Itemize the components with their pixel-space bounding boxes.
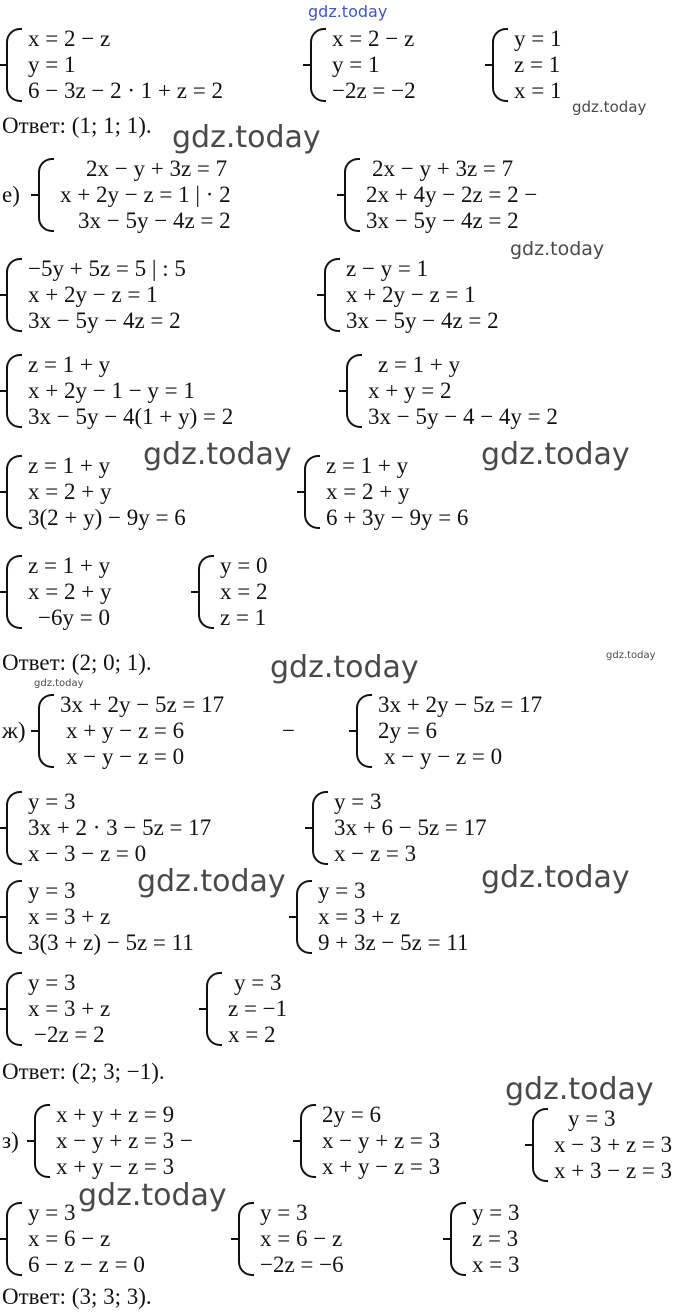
equation: x = 3 + z bbox=[28, 996, 111, 1021]
equation: 6 − z − z = 0 bbox=[28, 1252, 145, 1277]
equation: z = 1 + y bbox=[326, 453, 409, 478]
watermark: gdz.today bbox=[510, 238, 605, 260]
equation: 3x − 5y − 4(1 + y) = 2 bbox=[28, 404, 234, 429]
equation: z = 1 + y bbox=[378, 352, 461, 377]
equation: x + y − z = 3 bbox=[56, 1154, 175, 1179]
label-z: з) bbox=[2, 1128, 19, 1153]
equation: x − y + z = 3 bbox=[322, 1128, 441, 1153]
equation: 3x − 5y − 4z = 2 bbox=[366, 208, 519, 233]
equation: z = 1 bbox=[220, 605, 267, 630]
equation: 3x + 2y − 5z = 17 bbox=[378, 692, 543, 717]
brace bbox=[6, 791, 22, 865]
equation: −2z = −6 bbox=[260, 1252, 344, 1277]
equation: y = 3 bbox=[28, 789, 76, 814]
system-e-5 bbox=[4, 352, 233, 430]
operator-minus: − bbox=[282, 718, 295, 743]
equation: 6 + 3y − 9y = 6 bbox=[326, 505, 469, 530]
brace bbox=[296, 880, 312, 954]
brace bbox=[492, 28, 508, 102]
brace bbox=[346, 354, 362, 428]
equation: x = 3 + z bbox=[318, 904, 401, 929]
brace bbox=[356, 694, 372, 768]
equation: z = −1 bbox=[228, 996, 288, 1021]
brace bbox=[6, 28, 22, 102]
watermark: gdz.today bbox=[270, 650, 419, 685]
watermark: gdz.today bbox=[481, 437, 630, 472]
system-zh-1 bbox=[36, 692, 224, 770]
equation: x + 3 − z = 3 bbox=[554, 1158, 673, 1183]
system-z-6 bbox=[448, 1200, 519, 1278]
brace bbox=[6, 1202, 22, 1276]
equation: 3x + 6 − 5z = 17 bbox=[334, 815, 487, 840]
watermark: gdz.today bbox=[172, 120, 321, 155]
equation: −2z = 2 bbox=[34, 1022, 105, 1047]
equation: y = 3 bbox=[234, 970, 282, 995]
equation: 2x − y + 3z = 7 bbox=[372, 156, 514, 181]
equation: x + y − z = 3 bbox=[322, 1154, 441, 1179]
system-e-1 bbox=[36, 156, 231, 234]
watermark: gdz.today bbox=[143, 437, 292, 472]
brace bbox=[38, 694, 54, 768]
equation: z = 1 bbox=[514, 52, 561, 77]
equation: x − 3 + z = 3 bbox=[554, 1132, 673, 1157]
header-watermark: gdz.today bbox=[308, 2, 388, 21]
equation: x = 2 − z bbox=[28, 26, 111, 51]
equation: z − y = 1 bbox=[346, 256, 429, 281]
equation: x = 2 − z bbox=[332, 26, 415, 51]
equation: x = 3 + z bbox=[28, 904, 111, 929]
equation: z = 3 bbox=[472, 1226, 519, 1251]
equation: 3(2 + y) − 9y = 6 bbox=[28, 505, 186, 530]
brace bbox=[6, 972, 22, 1046]
brace bbox=[6, 880, 22, 954]
label-zh: ж) bbox=[2, 718, 26, 743]
system-e-9 bbox=[4, 553, 111, 631]
system-zh-4 bbox=[310, 789, 487, 867]
equation: y = 3 bbox=[568, 1106, 616, 1131]
brace bbox=[6, 555, 22, 629]
equation: 3x + 2 · 3 − 5z = 17 bbox=[28, 815, 212, 840]
equation: y = 1 bbox=[332, 52, 380, 77]
equation: 3x − 5y − 4z = 2 bbox=[78, 208, 231, 233]
equation: 2x − y + 3z = 7 bbox=[86, 156, 228, 181]
equation: y = 3 bbox=[334, 789, 382, 814]
equation: x = 2 bbox=[220, 579, 268, 604]
equation: x + 2y − z = 1 bbox=[28, 282, 158, 307]
brace bbox=[312, 791, 328, 865]
system-zh-6 bbox=[294, 878, 468, 956]
system-d-1 bbox=[4, 26, 223, 104]
equation: x − y + z = 3 − bbox=[56, 1128, 193, 1153]
equation: −2z = −2 bbox=[332, 78, 416, 103]
system-z-2 bbox=[298, 1102, 440, 1180]
equation: z = 1 + y bbox=[28, 453, 111, 478]
equation: 9 + 3z − 5z = 11 bbox=[318, 930, 469, 955]
brace bbox=[450, 1202, 466, 1276]
system-zh-8 bbox=[204, 970, 287, 1048]
system-z-1 bbox=[32, 1102, 193, 1180]
brace bbox=[238, 1202, 254, 1276]
watermark: gdz.today bbox=[572, 98, 647, 116]
brace bbox=[6, 455, 22, 529]
answer-d: Ответ: (1; 1; 1). bbox=[2, 113, 152, 138]
brace bbox=[6, 354, 22, 428]
equation: −6y = 0 bbox=[38, 605, 110, 630]
equation: 2y = 6 bbox=[378, 718, 437, 743]
brace bbox=[532, 1108, 548, 1182]
equation: y = 1 bbox=[514, 26, 562, 51]
equation: x = 6 − z bbox=[260, 1226, 343, 1251]
system-d-2 bbox=[308, 26, 416, 104]
equation: z = 1 + y bbox=[28, 352, 111, 377]
brace bbox=[324, 258, 340, 332]
brace bbox=[304, 455, 320, 529]
system-zh-3 bbox=[4, 789, 211, 867]
answer-zh: Ответ: (2; 3; −1). bbox=[2, 1059, 165, 1084]
equation: x + y = 2 bbox=[368, 378, 452, 403]
system-e-6 bbox=[344, 352, 558, 430]
system-d-3 bbox=[490, 26, 561, 104]
equation: x = 1 bbox=[514, 78, 562, 103]
answer-z: Ответ: (3; 3; 3). bbox=[2, 1284, 152, 1309]
brace bbox=[300, 1104, 316, 1178]
equation: 3x − 5y − 4 − 4y = 2 bbox=[368, 404, 558, 429]
equation: 6 − 3z − 2 · 1 + z = 2 bbox=[28, 78, 223, 103]
equation: x = 2 + y bbox=[28, 579, 112, 604]
equation: 2y = 6 bbox=[322, 1102, 381, 1127]
label-e: е) bbox=[2, 182, 20, 207]
equation: y = 0 bbox=[220, 553, 268, 578]
answer-e: Ответ: (2; 0; 1). bbox=[2, 650, 152, 675]
system-e-2 bbox=[342, 156, 537, 234]
brace bbox=[34, 1104, 50, 1178]
brace bbox=[310, 28, 326, 102]
equation: 3x − 5y − 4z = 2 bbox=[346, 308, 499, 333]
equation: x + y − z = 6 bbox=[66, 718, 185, 743]
system-zh-7 bbox=[4, 970, 110, 1048]
watermark: gdz.today bbox=[34, 678, 84, 689]
equation: x − z = 3 bbox=[334, 841, 417, 866]
equation: x + y + z = 9 bbox=[56, 1102, 175, 1127]
equation: x = 6 − z bbox=[28, 1226, 111, 1251]
equation: x − 3 − z = 0 bbox=[28, 841, 147, 866]
equation: z = 1 + y bbox=[28, 553, 111, 578]
equation: −5y + 5z = 5 | : 5 bbox=[28, 256, 186, 281]
equation: x = 3 bbox=[472, 1252, 520, 1277]
equation: x = 2 bbox=[228, 1022, 276, 1047]
equation: x − y − z = 0 bbox=[66, 744, 185, 769]
equation: y = 3 bbox=[260, 1200, 308, 1225]
equation: y = 1 bbox=[28, 52, 76, 77]
brace bbox=[38, 158, 54, 232]
equation: y = 3 bbox=[28, 878, 76, 903]
equation: x = 2 + y bbox=[28, 479, 112, 504]
equation: y = 3 bbox=[472, 1200, 520, 1225]
system-z-4 bbox=[4, 1200, 145, 1278]
equation: x − y − z = 0 bbox=[384, 744, 503, 769]
watermark: gdz.today bbox=[505, 1072, 654, 1107]
system-e-8 bbox=[302, 453, 468, 531]
system-zh-2 bbox=[354, 692, 542, 770]
brace bbox=[6, 258, 22, 332]
watermark: gdz.today bbox=[606, 650, 656, 661]
equation: 3x − 5y − 4z = 2 bbox=[28, 308, 181, 333]
system-z-3 bbox=[530, 1106, 672, 1184]
system-e-4 bbox=[322, 256, 499, 334]
equation: 2x + 4y − 2z = 2 − bbox=[366, 182, 538, 207]
watermark: gdz.today bbox=[137, 864, 286, 899]
system-e-3 bbox=[4, 256, 186, 334]
equation: y = 3 bbox=[28, 1200, 76, 1225]
watermark: gdz.today bbox=[78, 1178, 227, 1213]
equation: x + 2y − 1 − y = 1 bbox=[28, 378, 195, 403]
watermark: gdz.today bbox=[481, 860, 630, 895]
equation: x = 2 + y bbox=[326, 479, 410, 504]
equation: x + 2y − z = 1 | · 2 bbox=[60, 182, 231, 207]
brace bbox=[198, 555, 214, 629]
equation: y = 3 bbox=[28, 970, 76, 995]
equation: y = 3 bbox=[318, 878, 366, 903]
system-e-10 bbox=[196, 553, 267, 631]
equation: 3(3 + z) − 5z = 11 bbox=[28, 930, 194, 955]
brace bbox=[206, 972, 222, 1046]
brace bbox=[344, 158, 360, 232]
equation: 3x + 2y − 5z = 17 bbox=[60, 692, 225, 717]
equation: x + 2y − z = 1 bbox=[346, 282, 476, 307]
system-z-5 bbox=[236, 1200, 344, 1278]
